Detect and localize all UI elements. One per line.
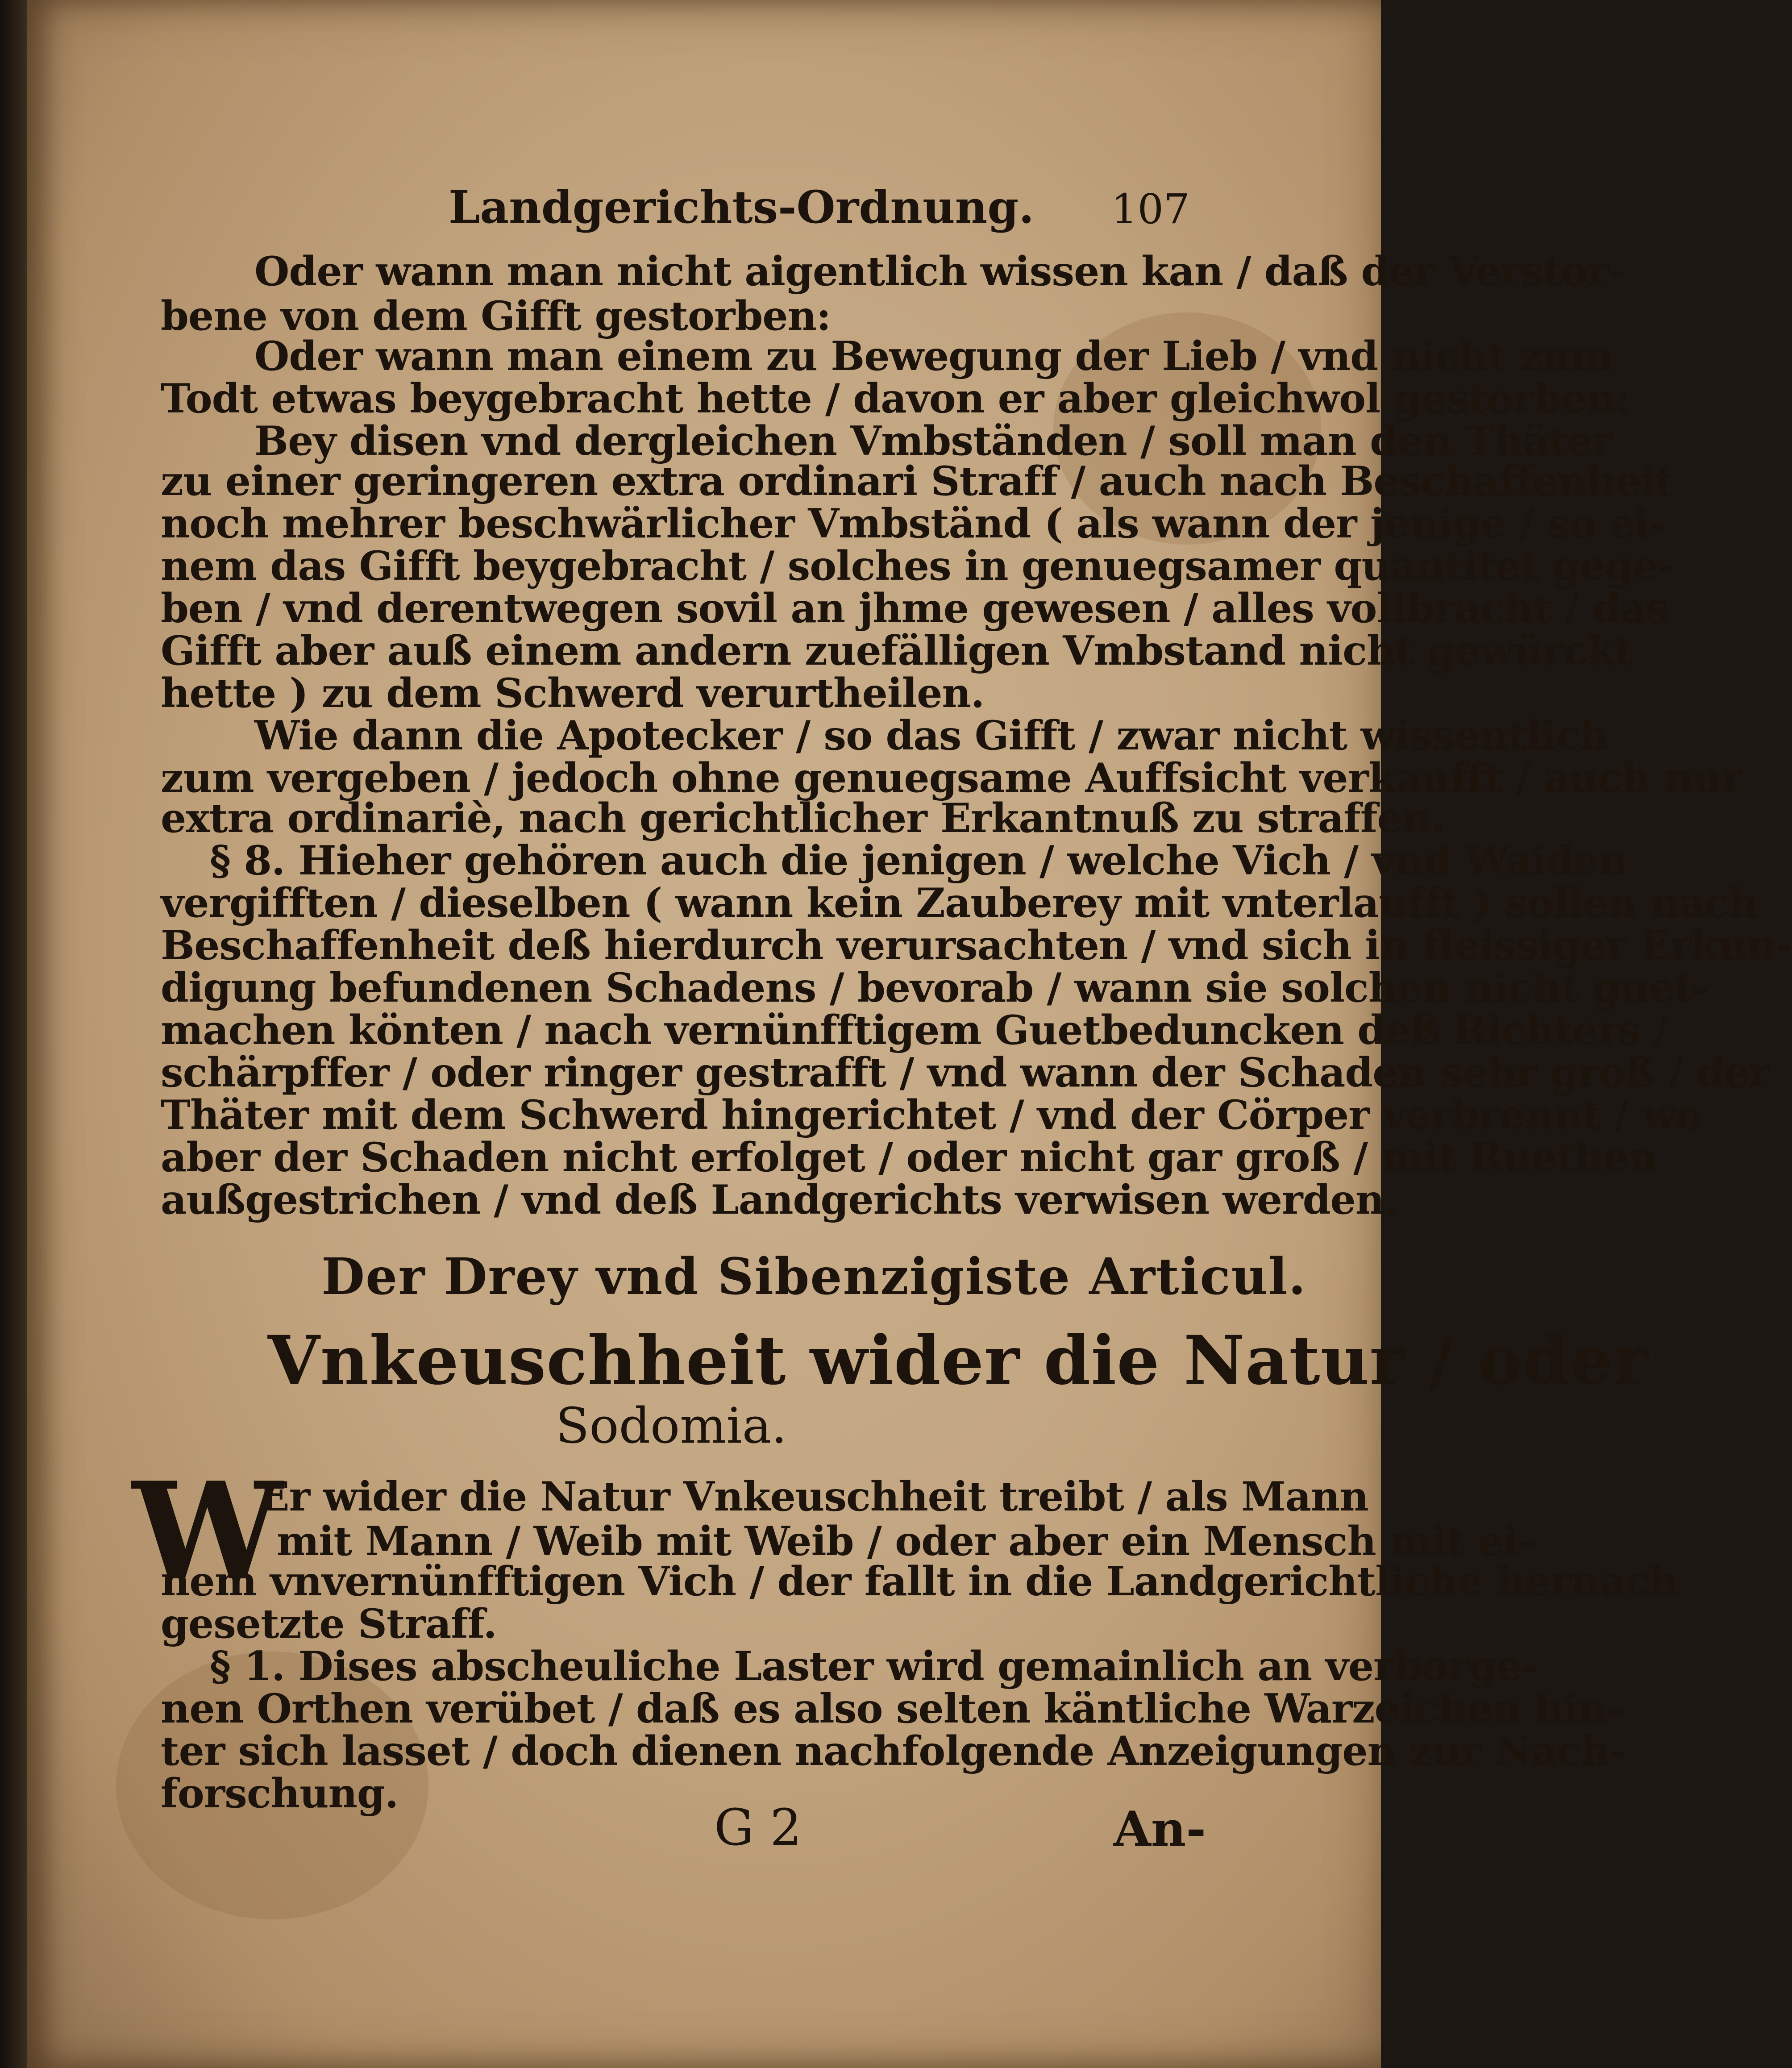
article-heading: Der Drey vnd Sibenzigiste Articul. (321, 1248, 1307, 1306)
text-line: ter sich lasset / doch dienen nachfolgende Anzeigungen zur Nach- (161, 1727, 1626, 1775)
article-subtitle: Sodomia. (556, 1397, 787, 1454)
text-line: vergifften / dieselben ( wann kein Zauberey mit vnterlaufft ) sollen nach (161, 879, 1758, 927)
text-line: zu einer geringeren extra ordinari Straff / auch nach Beschaffenheit (161, 458, 1674, 505)
text-line: bene von dem Gifft gestorben: (161, 292, 831, 340)
text-line: noch mehrer beschwärlicher Vmbständ ( als wann der jenige / so ei- (161, 500, 1665, 547)
text-line: Wie dann die Apotecker / so das Gifft / zwar nicht wissentlich (254, 712, 1609, 759)
text-line: § 1. Dises abscheuliche Laster wird gemainlich an verborge- (210, 1643, 1538, 1690)
text-line: ben / vnd derentwegen sovil an jhme gewesen / alles vollbracht / das (161, 585, 1668, 632)
article-title: Vnkeuschheit wider die Natur / oder (268, 1321, 1649, 1400)
text-line: gesetzte Straff. (161, 1600, 497, 1648)
page-number: 107 (1111, 185, 1190, 233)
text-line: Oder wann man nicht aigentlich wissen kan / daß der Verstor- (254, 248, 1625, 295)
text-line: Todt etwas beygebracht hette / davon er aber gleichwol gestorben: (161, 375, 1630, 422)
text-line: nem vnvernünfftigen Vich / der fallt in die Landgerichtliche hernach (161, 1558, 1678, 1605)
text-line: forschung. (161, 1770, 399, 1817)
text-line: Beschaffenheit deß hierdurch verursachten / vnd sich in fleissiger Erkun- (161, 922, 1792, 969)
text-line: digung befundenen Schadens / bevorab / wann sie solchen nicht guet- (161, 964, 1709, 1011)
text-line: Bey disen vnd dergleichen Vmbständen / soll man den Thäter (254, 417, 1613, 465)
text-line: Gifft aber auß einem andern zuefälligen Vmbstand nicht gewürckt (161, 627, 1633, 674)
text-line: mit Mann / Weib mit Weib / oder aber ein Mensch mit ei- (277, 1518, 1534, 1565)
text-line: nen Orthen verübet / daß es also selten käntliche Warzeichen hin- (161, 1685, 1623, 1732)
signature-mark: G 2 (714, 1799, 802, 1857)
text-line: machen könten / nach vernünfftigem Guetbeduncken deß Richters / (161, 1007, 1668, 1054)
text-line: extra ordinariè, nach gerichtlicher Erkantnuß zu straffen. (161, 795, 1445, 842)
text-line: nem das Gifft beygebracht / solches in genuegsamer quantitet gege- (161, 542, 1674, 590)
text-line: zum vergeben / jedoch ohne genuegsame Auffsicht verkaufft / auch nur (161, 754, 1742, 802)
text-line: § 8. Hieher gehören auch die jenigen / welche Vich / vnd Waiden (210, 837, 1628, 884)
text-line: Thäter mit dem Schwerd hingerichtet / vnd der Cörper verbrennt / wo (161, 1091, 1703, 1139)
text-line: hette ) zu dem Schwerd verurtheilen. (161, 670, 985, 717)
text-line: Oder wann man einem zu Bewegung der Lieb / vnd nicht zum (254, 333, 1613, 380)
text-line: außgestrichen / vnd deß Landgerichts verwisen werden. (161, 1176, 1398, 1223)
text-line: schärpffer / oder ringer gestrafft / vnd wann der Schaden sehr groß / der (161, 1049, 1770, 1096)
drop-cap-initial: W (132, 1452, 283, 1610)
text-line: Er wider die Natur Vnkeuschheit treibt / als Mann (259, 1473, 1368, 1520)
text-line: aber der Schaden nicht erfolget / oder nicht gar groß / mit Ruethen (161, 1134, 1657, 1181)
running-title: Landgerichts-Ordnung. (449, 181, 1035, 233)
catchword: An- (1114, 1801, 1206, 1857)
book-gutter (0, 0, 27, 2068)
